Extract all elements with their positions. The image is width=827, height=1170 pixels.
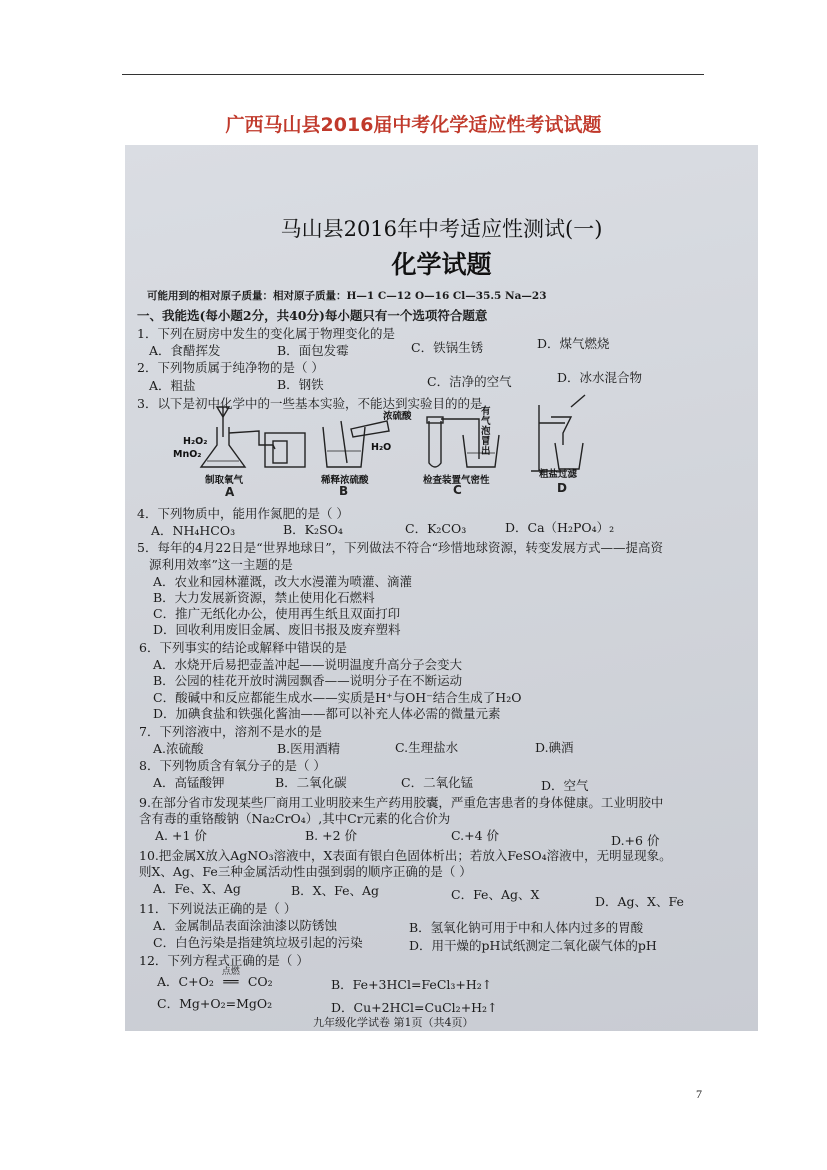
page-number: 7 [696,1087,702,1101]
q10-option-a: A．Fe、X、Ag [153,881,241,896]
section-one-heading: 一、我能选(每小题2分，共40分)每小题只有一个选项符合题意 [137,308,488,323]
q1-option-a: A．食醋挥发 [149,343,221,358]
q9-option-c: C.+4 价 [451,828,499,843]
q1-option-d: D．煤气燃烧 [537,336,610,351]
q8-stem: 8．下列物质含有氧分子的是（ ） [139,758,326,773]
q4-option-d: D．Ca（H₂PO₄）₂ [505,520,615,535]
q11-stem: 11．下列说法正确的是（ ） [139,901,297,916]
document-title: 广西马山县2016届中考化学适应性考试试题 [225,114,602,136]
fig-letter-d: D [557,481,567,495]
q10-stem-line2: 则X、Ag、Fe三种金属活动性由强到弱的顺序正确的是（ ） [139,864,472,879]
q7-stem: 7．下列溶液中，溶剂不是水的是 [139,724,322,739]
q2-stem: 2．下列物质属于纯净物的是（ ） [137,360,324,375]
fig-a-caption: 制取氧气 [205,475,244,486]
q10-option-b: B．X、Fe、Ag [291,883,380,898]
exam-footer: 九年级化学试卷 第1页（共4页） [313,1016,474,1029]
q12-option-a-product: CO₂ [247,974,273,989]
fig-b-label-water: H₂O [371,442,392,453]
q5-option-d: D．回收利用废旧金属、废旧书报及废弃塑料 [153,622,401,637]
q11-option-a: A．金属制品表面涂油漆以防锈蚀 [153,918,338,933]
q6-option-d: D．加碘食盐和铁强化酱油——都可以补充人体必需的微量元素 [153,706,501,721]
fig-a-label-mno2: MnO₂ [173,449,202,460]
q9-stem-line1: 9.在部分省市发现某些厂商用工业明胶来生产药用胶囊，严重危害患者的身体健康。工业明胶中 [139,795,664,810]
q8-option-d: D．空气 [541,778,589,793]
q2-option-d: D．冰水混合物 [557,370,643,385]
q12-option-b: B．Fe+3HCl=FeCl₃+H₂↑ [331,977,493,992]
q7-option-d: D.碘酒 [535,740,574,755]
q7-option-b: B.医用酒精 [277,741,341,756]
q3-stem: 3．以下是初中化学中的一些基本实验，不能达到实验目的的是 [137,396,483,411]
q2-option-b: B．钢铁 [277,377,324,392]
q11-option-c: C．白色污染是指建筑垃圾引起的污染 [153,935,363,950]
fig-letter-c: C [453,483,462,497]
q2-option-c: C．洁净的空气 [427,374,512,389]
q5-option-a: A．农业和园林灌溉，改大水漫灌为喷灌、滴灌 [153,574,413,589]
fig-letter-a: A [225,485,235,499]
q9-option-d: D.+6 价 [611,833,660,848]
q5-option-b: B．大力发展新资源，禁止使用化石燃料 [153,590,375,605]
q11-option-b: B．氢氧化钠可用于中和人体内过多的胃酸 [409,920,644,935]
q4-option-c: C．K₂CO₃ [405,521,467,536]
exam-photo [125,145,758,1031]
q8-option-c: C．二氧化锰 [401,775,474,790]
exam-subtitle: 化学试题 [391,250,492,279]
q8-option-b: B．二氧化碳 [275,775,347,790]
q2-option-a: A．粗盐 [149,378,196,393]
q5-stem-line2: 源利用效率”这一主题的是 [149,557,293,572]
q12-option-a-arrow: 点燃 ══ [214,974,248,989]
fig-c-label-bubbles: 有气泡冒出 [481,406,491,457]
q6-stem: 6．下列事实的结论或解释中错误的是 [139,640,347,655]
atomic-mass-note: 可能用到的相对原子质量：相对原子质量：H—1 C—12 O—16 Cl—35.5 Na—23 [147,290,547,302]
q7-option-a: A.浓硫酸 [153,741,204,756]
q10-stem-line1: 10.把金属X放入AgNO₃溶液中，X表面有银白色固体析出；若放入FeSO₄溶液中，无明显现象。 [139,848,672,863]
q6-option-c: C．酸碱中和反应都能生成水——实质是H⁺与OH⁻结合生成了H₂O [153,690,522,705]
q8-option-a: A．高锰酸钾 [153,775,225,790]
q1-stem: 1．下列在厨房中发生的变化属于物理变化的是 [137,326,395,341]
q12-option-c: C．Mg+O₂=MgO₂ [157,996,273,1011]
exam-title: 马山县2016年中考适应性测试(一) [280,217,603,241]
fig-b-caption: 稀释浓硫酸 [321,475,369,486]
q1-option-b: B．面包发霉 [277,343,349,358]
q4-stem: 4．下列物质中，能用作氮肥的是（ ） [137,506,349,521]
q4-option-b: B．K₂SO₄ [283,522,343,537]
fig-a-label-h2o2: H₂O₂ [183,436,208,447]
q6-option-b: B．公园的桂花开放时满园飘香——说明分子在不断运动 [153,673,463,688]
q12-stem: 12．下列方程式正确的是（ ） [139,953,309,968]
q1-option-c: C．铁锅生锈 [411,340,484,355]
exam-paper [125,145,758,1031]
fig-c-caption: 检查装置气密性 [423,475,490,486]
q10-option-d: D．Ag、X、Fe [595,894,684,909]
fig-b-label-acid: 浓硫酸 [383,411,412,422]
q5-stem-line1: 5．每年的4月22日是“世界地球日”，下列做法不符合“珍惜地球资源，转变发展方式——提高资 [137,540,663,555]
q7-option-c: C.生理盐水 [395,740,459,755]
q4-option-a: A．NH₄HCO₃ [151,523,236,538]
q12-option-a-reactants: A．C+O₂ [157,974,214,989]
q11-option-d: D．用干燥的pH试纸测定二氧化碳气体的pH [409,938,657,953]
q12-option-a-condition: 点燃 [221,967,240,977]
header-rule [122,74,704,75]
q9-stem-line2: 含有毒的重铬酸钠（Na₂CrO₄）,其中Cr元素的化合价为 [139,811,451,826]
q9-option-a: A. +1 价 [155,828,207,843]
fig-d-caption: 粗盐过滤 [539,469,578,480]
q9-option-b: B. +2 价 [305,828,358,843]
q12-option-d: D．Cu+2HCl=CuCl₂+H₂↑ [331,1000,498,1015]
q6-option-a: A．水烧开后易把壶盖冲起——说明温度升高分子会变大 [153,657,463,672]
q12-option-a [157,967,273,990]
q5-option-c: C．推广无纸化办公，使用再生纸且双面打印 [153,606,401,621]
fig-letter-b: B [339,484,349,498]
q10-option-c: C．Fe、Ag、X [451,887,540,902]
